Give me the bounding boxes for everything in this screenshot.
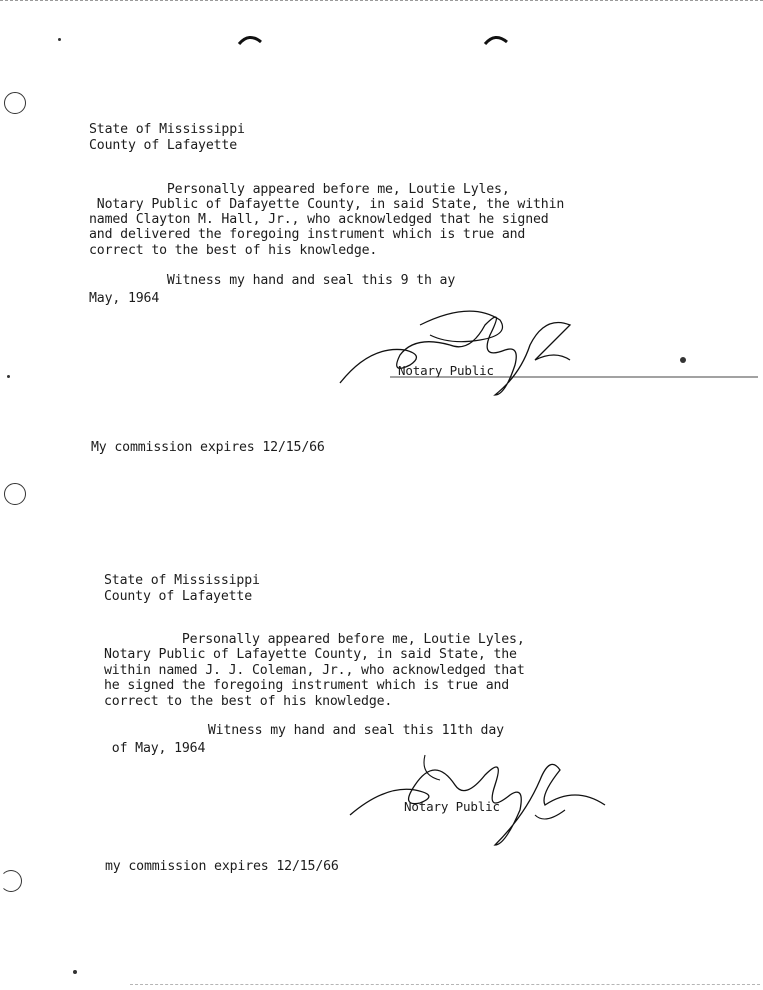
witness-line-1: Witness my hand and seal this 9 th ay: [89, 273, 456, 288]
body-line-2-4: he signed the foregoing instrument which is true and: [104, 678, 510, 693]
commission-line-2: my commission expires 12/15/66: [105, 859, 339, 874]
body-line-1-5: correct to the best of his knowledge.: [89, 243, 378, 258]
date-line-1: May, 1964: [89, 291, 160, 306]
county-line-1: County of Lafayette: [89, 138, 238, 153]
state-line-1: State of Mississippi: [89, 122, 245, 137]
notary-public-label-1: Notary Public: [398, 363, 494, 378]
body-line-2-3: within named J. J. Coleman, Jr., who acknowledged that: [104, 663, 525, 678]
body-line-1-1: Personally appeared before me, Loutie Lyles,: [89, 182, 510, 197]
punch-hole-middle: [4, 483, 26, 505]
body-line-2-2: Notary Public of Lafayette County, in said State, the: [104, 647, 517, 662]
speckle: [7, 375, 10, 378]
body-line-2-1: Personally appeared before me, Loutie Lyles,: [104, 632, 525, 647]
staple-mark-right: [482, 32, 510, 46]
punch-hole-top: [4, 92, 26, 114]
notary-public-label-2: Notary Public: [404, 799, 500, 814]
body-line-2-5: correct to the best of his knowledge.: [104, 694, 393, 709]
bottom-perforation: [130, 984, 760, 987]
commission-line-1: My commission expires 12/15/66: [91, 440, 325, 455]
notary-signature-1: [330, 305, 760, 405]
speckle: [73, 970, 77, 974]
county-line-2: County of Lafayette: [104, 589, 253, 604]
body-line-1-4: and delivered the foregoing instrument which is true and: [89, 227, 526, 242]
body-line-1-3: named Clayton M. Hall, Jr., who acknowledged that he signed: [89, 212, 549, 227]
top-perforation: [0, 0, 763, 5]
punch-hole-bottom: [0, 870, 22, 892]
witness-line-2: Witness my hand and seal this 11th day: [130, 723, 504, 738]
date-line-2: of May, 1964: [104, 741, 206, 756]
body-line-1-2: Notary Public of Dafayette County, in said State, the within: [89, 197, 565, 212]
staple-mark-left: [236, 32, 264, 46]
speckle: [58, 38, 61, 41]
state-line-2: State of Mississippi: [104, 573, 260, 588]
